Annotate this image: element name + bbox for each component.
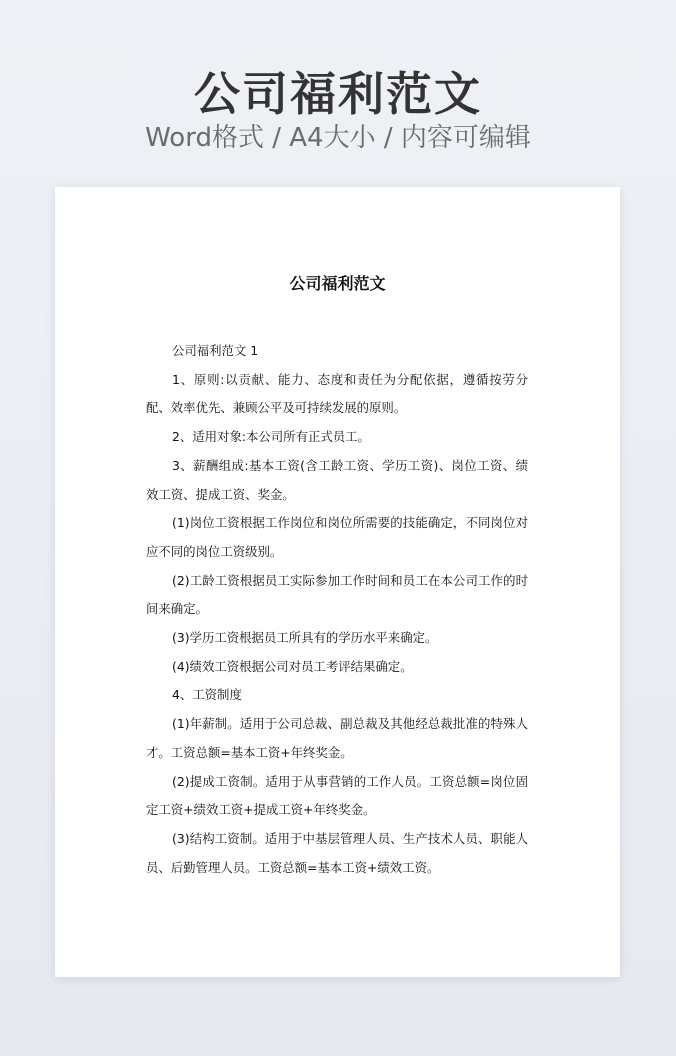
banner: [0, 0, 676, 186]
paragraph-scope: 2、适用对象:本公司所有正式员工。: [172, 429, 370, 445]
banner-title: 公司福利范文: [194, 67, 482, 121]
paragraph-annual-salary: (1)年薪制。适用于公司总裁、副总裁及其他经总裁批准的特殊人才。工资总额=基本工资+年终奖金。: [146, 716, 528, 760]
paragraph-structural-wage: (3)结构工资制。适用于中基层管理人员、生产技术人员、职能人员、后勤管理人员。工资总额=基本工资+绩效工资。: [146, 830, 528, 875]
banner-subtitle: Word格式 / A4大小 / 内容可编辑: [145, 123, 531, 153]
paragraph-position-wage: (1)岗位工资根据工作岗位和岗位所需要的技能确定，不同岗位对应不同的岗位工资级别。: [146, 515, 528, 559]
paragraph-commission-wage: (2)提成工资制。适用于从事营销的工作人员。工资总额=岗位固定工资+绩效工资+提成工资+年终奖金。: [146, 773, 528, 818]
document-title: 公司福利范文: [289, 274, 386, 293]
document-body: [146, 337, 528, 882]
paragraph-heading: 公司福利范文 1: [172, 343, 259, 358]
paragraph-education-wage: (3)学历工资根据员工所具有的学历水平来确定。: [172, 630, 438, 646]
document-page: [55, 187, 620, 977]
paragraph-performance-wage: (4)绩效工资根据公司对员工考评结果确定。: [172, 658, 413, 674]
paragraph-wage-system: 4、工资制度: [172, 687, 242, 703]
paragraph-principle: 1、原则:以贡献、能力、态度和责任为分配依据，遵循按劳分配、效率优先、兼顾公平及可持续发展的原则。: [146, 371, 528, 416]
paragraph-salary-composition: 3、薪酬组成:基本工资(含工龄工资、学历工资)、岗位工资、绩效工资、提成工资、奖金。: [146, 457, 528, 502]
paragraph-seniority-wage: (2)工龄工资根据员工实际参加工作时间和员工在本公司工作的时间来确定。: [146, 572, 528, 617]
